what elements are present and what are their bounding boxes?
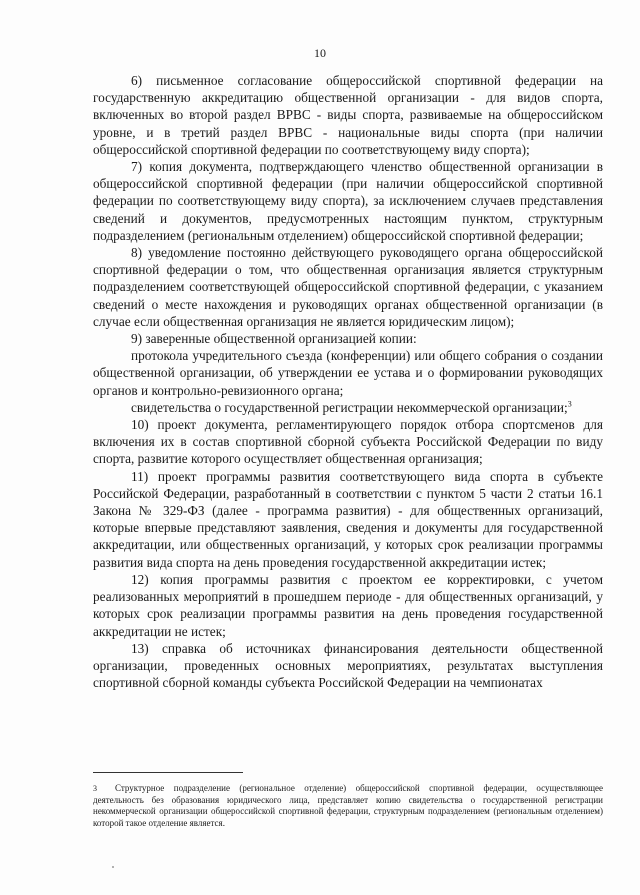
page-number: 10 bbox=[314, 46, 326, 60]
paragraph-item-11: 11) проект программы развития соответствующего вида спорта в субъекте Российской Федерации, разработанный в соответствии с пунктом 5 части 2 статьи 16.1 Закона № 329-ФЗ (далее - программа развития) - для общественных организаций, которые впервые представляют заявления, сведения и документы для государственной аккредитации, или общественных организаций, у которых срок реализации программы развития вида спорта на день проведения государственной аккредитации истек; bbox=[93, 468, 603, 570]
paragraph-protocol: протокола учредительного съезда (конференции) или общего собрания о создании общественной организации, об утверждении ее устава и о формировании руководящих органов и контрольно-ревизионного органа; bbox=[93, 348, 603, 398]
paragraph-item-7: 7) копия документа, подтверждающего членство общественной организации в общероссийской спортивной федерации (при наличии общероссийской спортивной федерации по соответствующему виду спорта), за исключением случаев представления сведений и документов, предусмотренных настоящим пунктом, структурным подразделением (региональным отделением) общероссийской спортивной федерации; bbox=[93, 159, 603, 243]
paragraph-item-10: 10) проект документа, регламентирующего порядок отбора спортсменов для включения их в состав спортивной сборной субъекта Российской Федерации по виду спорта, развитие которого осуществляет общественная организация; bbox=[93, 417, 603, 467]
footnote-text: Структурное подразделение (региональное отделение) общероссийской спортивной федерации, осуществляющее деятельность без образования юридического лица, представляет копию свидетельства о государственной регистрации некоммерческой организации общероссийской спортивной федерации, структурным подразделением (региональным отделением) которой такое отделение является. bbox=[93, 783, 603, 828]
paragraph-certificate bbox=[93, 399, 603, 416]
certificate-text: свидетельства о государственной регистрации некоммерческой организации; bbox=[131, 399, 568, 415]
footnote-divider bbox=[93, 772, 243, 773]
footnote-reference[interactable]: 3 bbox=[567, 399, 572, 409]
paragraph-item-12: 12) копия программы развития с проектом ее корректировки, с учетом реализованных мероприятий в прошедшем периоде - для общественных организаций, у которых срок реализации программы развития на день проведения государственной аккредитации не истек; bbox=[93, 571, 603, 639]
footnote-mark: 3 bbox=[93, 784, 97, 793]
paragraph-item-13: 13) справка об источниках финансирования деятельности общественной организации, проведенных основных мероприятиях, результатах выступления спортивной сборной команды субъекта Российской Федерации на чемпионатах bbox=[93, 640, 603, 691]
scan-speck bbox=[112, 866, 114, 868]
footnote bbox=[93, 783, 603, 829]
paragraph-item-8: 8) уведомление постоянно действующего руководящего органа общероссийской спортивной федерации о том, что общественная организация является структурным подразделением соответствующей общероссийской спортивной федерации, с указанием сведений о месте нахождения и руководящих органах общественной организации (в случае если общественная организация не является юридическим лицом); bbox=[93, 245, 603, 329]
paragraph-item-9: 9) заверенные общественной организацией копии: bbox=[131, 331, 417, 347]
paragraph-item-6: 6) письменное согласование общероссийской спортивной федерации на государственную аккредитацию общественной организации - для видов спорта, включенных во второй раздел ВРВС - виды спорта, развиваемые на общероссийском уровне, и в третий раздел ВРВС - национальные виды спорта (при наличии общероссийской спортивной федерации по соответствующему виду спорта); bbox=[93, 73, 603, 157]
body-text bbox=[93, 72, 603, 691]
